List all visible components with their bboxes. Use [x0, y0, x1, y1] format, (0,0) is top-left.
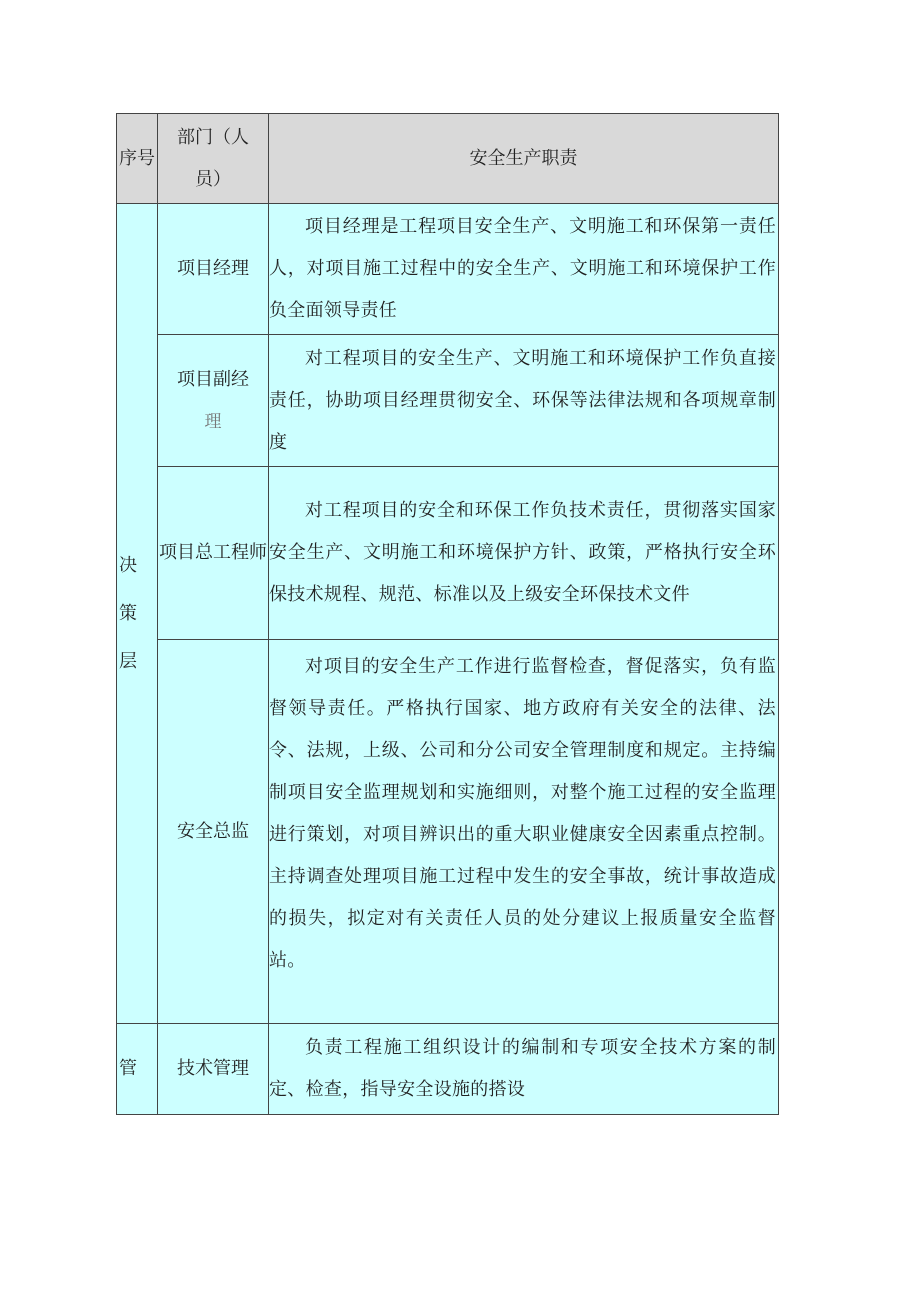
table-row [117, 335, 779, 467]
header-seq: 序号 [117, 114, 158, 204]
header-dept: 部门（人员） [158, 114, 269, 204]
table-row [117, 1024, 779, 1115]
duty-cell: 负责工程施工组织设计的编制和专项安全技术方案的制定、检查，指导安全设施的搭设 [269, 1024, 779, 1115]
header-duty: 安全生产职责 [269, 114, 779, 204]
dept-cell: 项目经理 [158, 204, 269, 335]
group-label-decision: 决策层 [117, 204, 158, 1024]
dept-cell [158, 335, 269, 467]
safety-responsibility-table [116, 113, 779, 1115]
duty-cell: 对工程项目的安全和环保工作负技术责任，贯彻落实国家安全生产、文明施工和环境保护方针、政策，严格执行安全环保技术规程、规范、标准以及上级安全环保技术文件 [269, 467, 779, 640]
table-row [117, 467, 779, 640]
table-header-row [117, 114, 779, 204]
table-row [117, 204, 779, 335]
table-row [117, 640, 779, 1024]
dept-cell: 技术管理 [158, 1024, 269, 1115]
dept-sub-text: 理 [204, 411, 222, 432]
duty-cell: 项目经理是工程项目安全生产、文明施工和环保第一责任人，对项目施工过程中的安全生产、文明施工和环境保护工作负全面领导责任 [269, 204, 779, 335]
group-label-management: 管 [117, 1024, 158, 1115]
duty-cell: 对项目的安全生产工作进行监督检查，督促落实，负有监督领导责任。严格执行国家、地方政府有关安全的法律、法令、法规，上级、公司和分公司安全管理制度和规定。主持编制项目安全监理规划和实施细则，对整个施工过程的安全监理进行策划，对项目辨识出的重大职业健康安全因素重点控制。主持调查处理项目施工过程中发生的安全事故，统计事故造成的损失，拟定对有关责任人员的处分建议上报质量安全监督站。 [269, 640, 779, 1024]
duty-cell: 对工程项目的安全生产、文明施工和环境保护工作负直接责任，协助项目经理贯彻安全、环保等法律法规和各项规章制度 [269, 335, 779, 467]
dept-cell: 项目总工程师 [158, 467, 269, 640]
dept-cell: 安全总监 [158, 640, 269, 1024]
dept-main-text: 项目副经 [177, 368, 249, 390]
